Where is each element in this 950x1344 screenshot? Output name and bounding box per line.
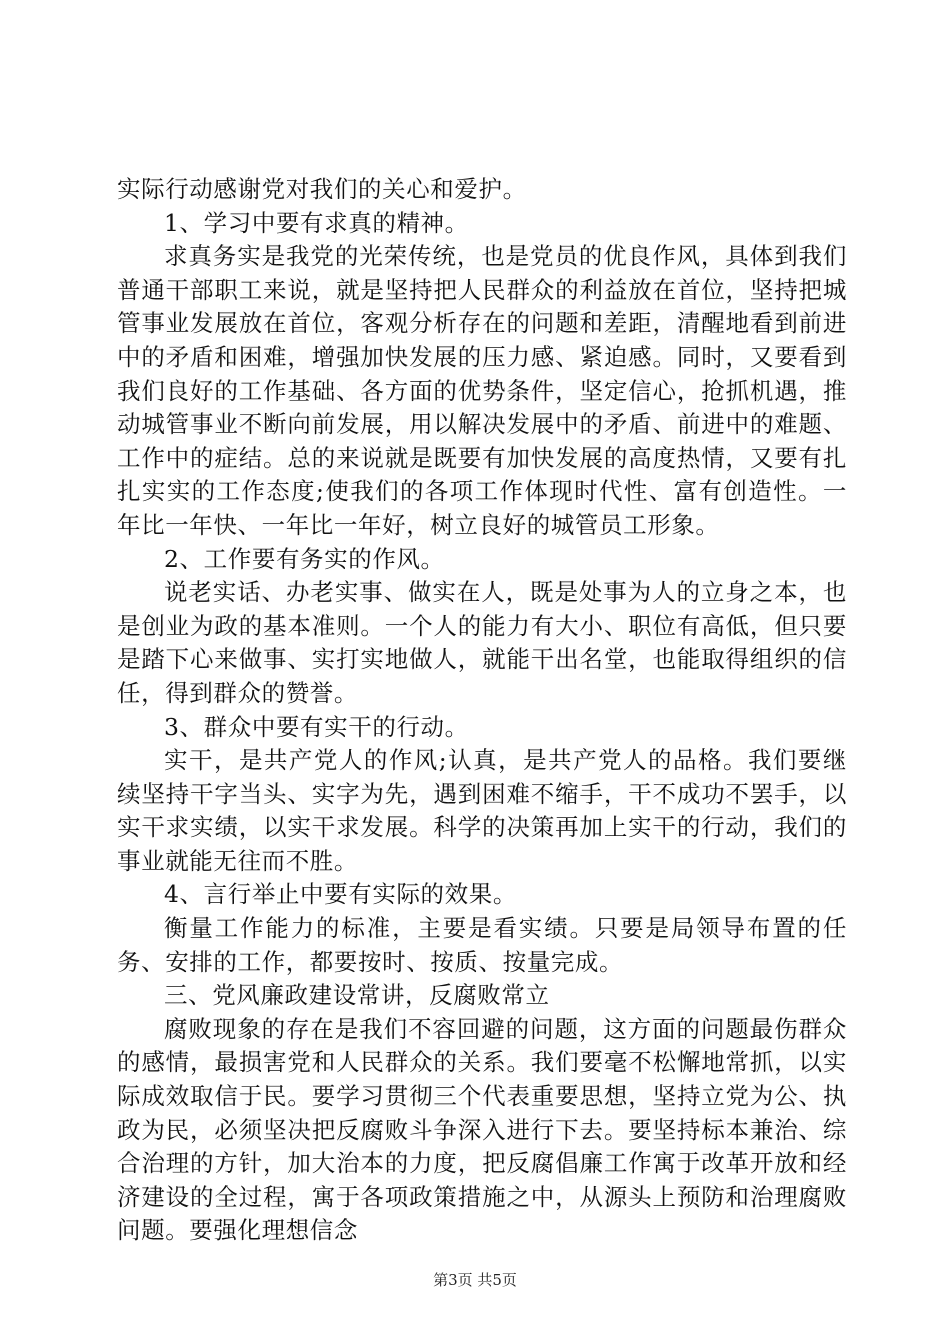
document-body (117, 173, 847, 1248)
paragraph-heading-1: 1、学习中要有求真的精神。 (164, 208, 469, 237)
paragraph: 实干，是共产党人的作风;认真，是共产党人的品格。我们要继续坚持干字当头、实字为先，遇到困难不缩手，干不成功不罢手，以实干求实绩，以实干求发展。科学的决策再加上实干的行动，我们的事业就能无往而不胜。 (117, 746, 847, 875)
section-heading: 三、党风廉政建设常讲，反腐败常立 (164, 981, 550, 1010)
paragraph: 说老实话、办老实事、做实在人，既是处事为人的立身之本，也是创业为政的基本准则。一个人的能力有大小、职位有高低，但只要是踏下心来做事、实打实地做人，就能干出名堂，也能取得组织的信任，得到群众的赞誉。 (117, 578, 847, 707)
paragraph: 衡量工作能力的标准，主要是看实绩。只要是局领导布置的任务、安排的工作，都要按时、按质、按量完成。 (117, 914, 847, 976)
paragraph-heading-4: 4、言行举止中要有实际的效果。 (164, 880, 517, 909)
paragraph-continuation: 实际行动感谢党对我们的关心和爱护。 (117, 175, 527, 203)
paragraph: 求真务实是我党的光荣传统，也是党员的优良作风，具体到我们普通干部职工来说，就是坚持把人民群众的利益放在首位，坚持把城管事业发展放在首位，客观分析存在的问题和差距，清醒地看到前进中的矛盾和困难，增强加快发展的压力感、紧迫感。同时，又要看到我们良好的工作基础、各方面的优势条件，坚定信心，抢抓机遇，推动城管事业不断向前发展，用以解决发展中的矛盾、前进中的难题、工作中的症结。总的来说就是既要有加快发展的高度热情，又要有扎扎实实的工作态度;使我们的各项工作体现时代性、富有创造性。一年比一年快、一年比一年好，树立良好的城管员工形象。 (117, 242, 847, 539)
paragraph: 腐败现象的存在是我们不容回避的问题，这方面的问题最伤群众的感情，最损害党和人民群众的关系。我们要毫不松懈地常抓，以实际成效取信于民。要学习贯彻三个代表重要思想，坚持立党为公、执政为民，必须坚决把反腐败斗争深入进行下去。要坚持标本兼治、综合治理的方针，加大治本的力度，把反腐倡廉工作寓于改革开放和经济建设的全过程，寓于各项政策措施之中，从源头上预防和治理腐败问题。要强化理想信念 (117, 1014, 847, 1245)
paragraph-heading-3: 3、群众中要有实干的行动。 (164, 712, 469, 741)
paragraph-heading-2: 2、工作要有务实的作风。 (164, 544, 445, 573)
page-number: 第3页 共5页 (433, 1271, 517, 1289)
